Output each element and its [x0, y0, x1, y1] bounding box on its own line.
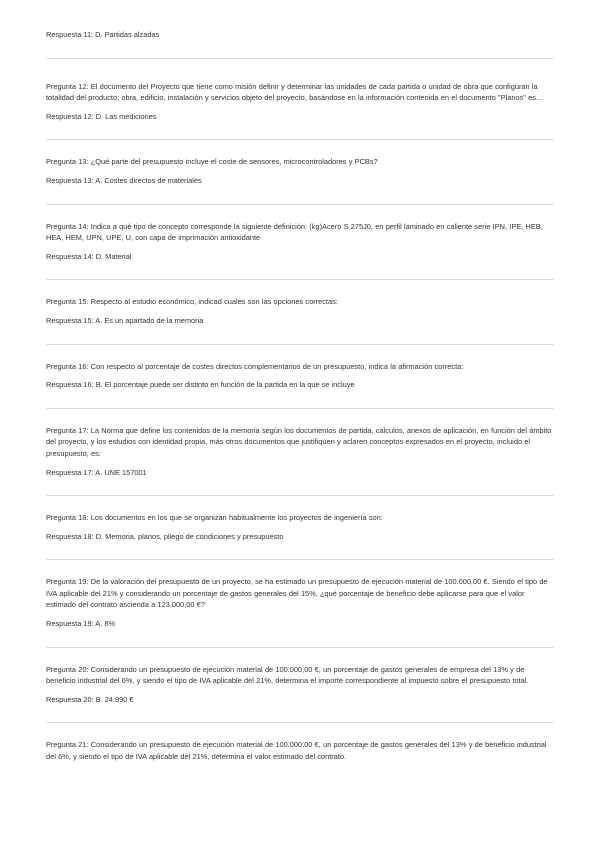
answer-20: Respuesta 20: B. 24.990 €	[46, 694, 134, 704]
question-16: Pregunta 16: Con respecto al porcentaje de costes directos complementarios de un presupuesto, indica la afirmación correcta:	[46, 361, 464, 371]
qa-item-13	[46, 140, 554, 186]
answer-14: Respuesta 14: D. Material	[46, 251, 132, 261]
qa-item-15	[46, 280, 554, 326]
qa-document	[46, 0, 554, 763]
answer-11: Respuesta 11: D. Partidas alzadas	[46, 30, 160, 39]
qa-item-11	[46, 0, 554, 41]
answer-19: Respuesta 19: A. 8%	[46, 619, 116, 629]
answer-16: Respuesta 16: B. El porcentaje puede ser distinto en función de la partida en la que se incluye	[46, 380, 355, 390]
question-15: Pregunta 15: Respecto al estudio económico, indicad cuales son las opciones correctas:	[46, 297, 338, 307]
answer-18: Respuesta 18: D. Memoria, planos, pliego de condiciones y presupuesto	[46, 531, 284, 541]
answer-13: Respuesta 13: A. Costes directos de materiales	[46, 175, 202, 185]
qa-item-12	[46, 59, 554, 123]
qa-item-21	[46, 723, 554, 762]
question-17: Pregunta 17: La Norma que define los contenidos de la memoria según los documentos de partida, cálculos, anexos de aplicación, en función del ámbito del proyecto, y los estudios con identidad propia, más otros documentos que justifiquen y aclaren conceptos expresados en el proyecto, incluido el presupuesto, es:	[46, 425, 552, 458]
question-21: Pregunta 21: Considerando un presupuesto de ejecución material de 100.000,00 €, un porcentaje de gastos generales del 13% y de beneficio industrial del 6%, y siendo el tipo de IVA aplicable del 21%, determina el valor estimado del contrato.	[46, 740, 547, 762]
answer-12: Respuesta 12: D. Las mediciones	[46, 111, 157, 121]
question-20: Pregunta 20: Considerando un presupuesto de ejecución material de 100.000,00 €, un porcentaje de gastos generales de empresa del 13% y de beneficio industrial del 6%, y siendo el tipo de IVA aplicable del 21%, determina el importe correspondiente al impuesto sobre el presupuesto total.	[46, 664, 529, 686]
qa-item-17	[46, 409, 554, 478]
question-19: Pregunta 19: De la valoración del presupuesto de un proyecto, se ha estimado un presupuesto de ejecución material de 100.000,00 €. Siendo el tipo de IVA aplicable del 21% y considerando un porcentaje de gastos generales del 15%, ¿qué porcentaje de beneficio debe aplicarse para que el valor estimado del contrato ascienda a 123.000,00 €?	[46, 577, 548, 610]
qa-item-20	[46, 648, 554, 706]
qa-item-19	[46, 560, 554, 629]
answer-17: Respuesta 17: A. UNE 157001	[46, 467, 147, 477]
question-14: Pregunta 14: Indica a qué tipo de concepto corresponde la siguiente definición: (kg)Acero S 275J0, en perfil laminado en caliente serie IPN, IPE, HEB, HEA, HEM, UPN, UPE, U, con capa de imprimación antioxidante	[46, 221, 543, 243]
question-13: Pregunta 13: ¿Qué parte del presupuesto incluye el coste de sensores, microcontroladores y PCBs?	[46, 157, 378, 167]
qa-item-18	[46, 496, 554, 542]
question-18: Pregunta 18: Los documentos en los que se organizan habitualmente los proyectos de ingeniería son:	[46, 513, 383, 523]
qa-item-14	[46, 205, 554, 263]
question-12: Pregunta 12: El documento del Proyecto que tiene como misión definir y determinar las unidades de cada partida o unidad de obra que configuran la totalidad del producto, obra, edificio, instalación y servicios objeto del proyecto, basándose en la información contenida en el documento "Planos" es...	[46, 81, 543, 103]
qa-item-16	[46, 345, 554, 391]
answer-15: Respuesta 15: A. Es un apartado de la memoria	[46, 315, 204, 325]
